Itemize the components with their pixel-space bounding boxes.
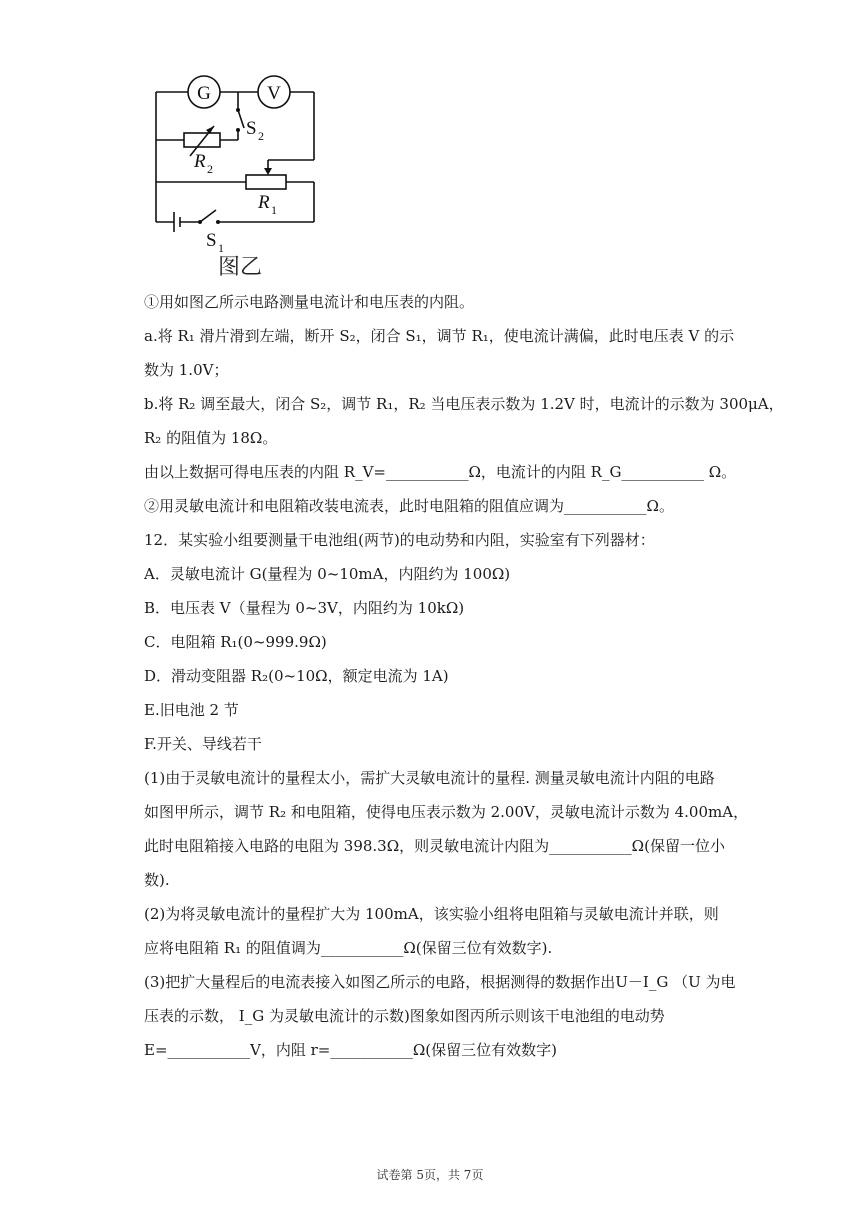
voltmeter-label: V <box>267 83 281 104</box>
s2-label-sub: 2 <box>258 129 264 143</box>
s1-label: S <box>206 230 217 251</box>
galvanometer-label: G <box>197 83 211 104</box>
r1-body <box>246 175 286 189</box>
s1-label-sub: 1 <box>218 241 224 255</box>
text-line: 压表的示数， I_G 为灵敏电流计的示数)图象如图丙所示则该干电池组的电动势 <box>144 1007 665 1025</box>
text-line: E=___________V，内阻 r=___________Ω(保留三位有效数字) <box>144 1041 557 1059</box>
figure-caption: 图乙 <box>218 255 263 280</box>
switch-s2-blade <box>238 110 244 128</box>
s2-contact-bottom <box>236 128 240 132</box>
text-line: 此时电阻箱接入电路的电阻为 398.3Ω，则灵敏电流计内阻为___________Ω(保留一位小 <box>144 837 725 855</box>
text-line: ①用如图乙所示电路测量电流计和电压表的内阻。 <box>144 293 475 311</box>
text-line: 数). <box>144 871 170 889</box>
text-line: 如图甲所示，调节 R₂ 和电阻箱，使得电压表示数为 2.00V，灵敏电流计示数为 4.00mA， <box>144 803 749 821</box>
text-line: C．电阻箱 R₁(0~999.9Ω) <box>144 633 327 651</box>
text-line: A．灵敏电流计 G(量程为 0~10mA，内阻约为 100Ω) <box>144 565 511 583</box>
text-line: F.开关、导线若干 <box>144 735 262 753</box>
text-line: (3)把扩大量程后的电流表接入如图乙所示的电路，根据测得的数据作出U－I_G （U 为电 <box>144 973 736 991</box>
text-line: (1)由于灵敏电流计的量程太小，需扩大灵敏电流计的量程. 测量灵敏电流计内阻的电路 <box>144 769 715 787</box>
s2-label: S <box>246 118 257 139</box>
r1-label-sub: 1 <box>271 203 277 217</box>
page-footer: 试卷第 5页，共 7页 <box>376 1168 484 1182</box>
s1-contact-left <box>198 220 202 224</box>
r1-label: R <box>258 192 270 213</box>
r2-label: R <box>194 151 206 172</box>
text-line: 由以上数据可得电压表的内阻 R_V=___________Ω，电流计的内阻 R_G___________ Ω。 <box>144 463 737 481</box>
text-line: 12．某实验小组要测量干电池组(两节)的电动势和内阻，实验室有下列器材： <box>144 531 655 549</box>
r2-label-sub: 2 <box>207 162 213 176</box>
text-line: a.将 R₁ 滑片滑到左端，断开 S₂，闭合 S₁，调节 R₁，使电流计满偏，此时电压表 V 的示 <box>144 327 735 345</box>
text-line: R₂ 的阻值为 18Ω。 <box>144 429 278 447</box>
circuit-diagram <box>148 72 328 282</box>
text-line: 数为 1.0V； <box>144 361 229 379</box>
s1-contact-right <box>216 220 220 224</box>
s2-contact-top <box>236 108 240 112</box>
text-line: D．滑动变阻器 R₂(0~10Ω，额定电流为 1A) <box>144 667 449 685</box>
question-text <box>144 292 784 1074</box>
text-line: E.旧电池 2 节 <box>144 701 239 719</box>
text-line: 应将电阻箱 R₁ 的阻值调为___________Ω(保留三位有效数字). <box>144 939 553 957</box>
text-line: (2)为将灵敏电流计的量程扩大为 100mA，该实验小组将电阻箱与灵敏电流计并联，则 <box>144 905 719 923</box>
text-line: B．电压表 V（量程为 0~3V，内阻约为 10kΩ) <box>144 599 465 617</box>
r1-slider-arrowhead <box>264 168 272 175</box>
switch-s1-blade <box>200 210 216 222</box>
text-line: b.将 R₂ 调至最大，闭合 S₂，调节 R₁，R₂ 当电压表示数为 1.2V 时，电流计的示数为 300μA， <box>144 395 784 413</box>
text-line: ②用灵敏电流计和电阻箱改装电流表，此时电阻箱的阻值应调为___________Ω。 <box>144 497 674 515</box>
